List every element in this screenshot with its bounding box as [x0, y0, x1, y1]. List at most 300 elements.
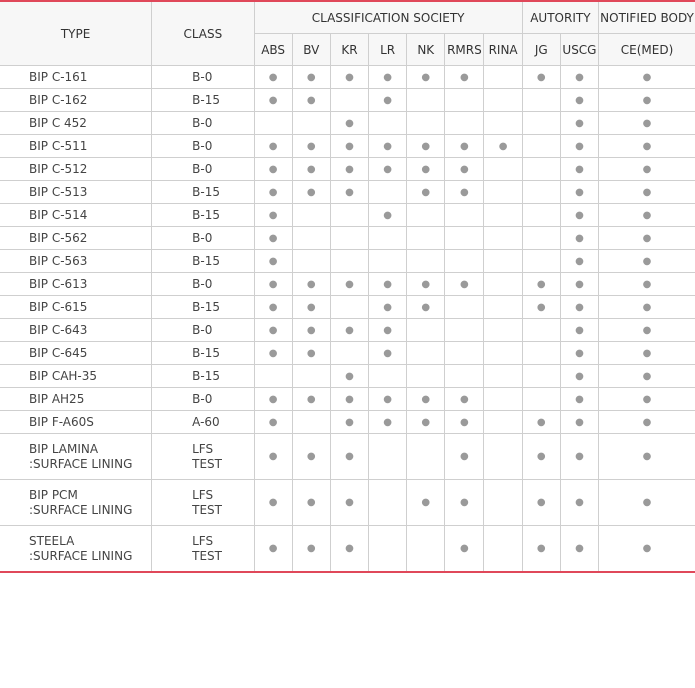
certified-dot-icon: ●	[484, 135, 522, 158]
empty-cell	[407, 250, 445, 273]
empty-cell	[330, 250, 368, 273]
empty-cell	[445, 112, 484, 135]
empty-cell	[369, 181, 407, 204]
type-header: TYPE	[0, 1, 152, 66]
certified-dot-icon: ●	[369, 204, 407, 227]
empty-cell	[407, 526, 445, 573]
certified-dot-icon: ●	[599, 526, 695, 573]
type-cell	[0, 365, 152, 388]
certified-dot-icon: ●	[292, 66, 330, 89]
certified-dot-icon: ●	[599, 365, 695, 388]
col-header-rmrs: RMRS	[445, 34, 484, 66]
type-name: BIP C-645	[29, 345, 88, 360]
class-value: B-15	[192, 184, 220, 199]
type-cell	[0, 273, 152, 296]
certified-dot-icon: ●	[292, 135, 330, 158]
class-value: B-15	[192, 253, 220, 268]
empty-cell	[522, 204, 560, 227]
certified-dot-icon: ●	[599, 227, 695, 250]
certified-dot-icon: ●	[599, 89, 695, 112]
certified-dot-icon: ●	[599, 480, 695, 526]
col-header-rina: RINA	[484, 34, 522, 66]
col-header-nk: NK	[407, 34, 445, 66]
certified-dot-icon: ●	[369, 135, 407, 158]
type-name: BIP C 452	[29, 115, 87, 130]
empty-cell	[522, 319, 560, 342]
certified-dot-icon: ●	[292, 526, 330, 573]
empty-cell	[484, 66, 522, 89]
col-header-kr: KR	[330, 34, 368, 66]
certified-dot-icon: ●	[369, 273, 407, 296]
type-name: BIP C-162	[29, 92, 88, 107]
certified-dot-icon: ●	[522, 434, 560, 480]
table-row	[0, 158, 695, 181]
empty-cell	[407, 342, 445, 365]
empty-cell	[407, 365, 445, 388]
type-cell	[0, 434, 152, 480]
certified-dot-icon: ●	[254, 388, 292, 411]
type-name: BIP C-161	[29, 69, 88, 84]
certified-dot-icon: ●	[522, 411, 560, 434]
certified-dot-icon: ●	[560, 227, 598, 250]
type-cell	[0, 526, 152, 573]
certified-dot-icon: ●	[560, 273, 598, 296]
type-cell	[0, 342, 152, 365]
empty-cell	[484, 365, 522, 388]
type-name: BIP C-615	[29, 299, 88, 314]
certified-dot-icon: ●	[560, 135, 598, 158]
certified-dot-icon: ●	[560, 112, 598, 135]
empty-cell	[369, 480, 407, 526]
certified-dot-icon: ●	[599, 273, 695, 296]
empty-cell	[292, 250, 330, 273]
table-body	[0, 66, 695, 573]
certified-dot-icon: ●	[330, 158, 368, 181]
empty-cell	[330, 296, 368, 319]
type-cell	[0, 112, 152, 135]
certified-dot-icon: ●	[330, 319, 368, 342]
empty-cell	[484, 526, 522, 573]
certified-dot-icon: ●	[330, 480, 368, 526]
class-value: B-0	[192, 138, 213, 153]
empty-cell	[369, 434, 407, 480]
class-cell	[152, 365, 254, 388]
certified-dot-icon: ●	[445, 388, 484, 411]
type-cell	[0, 135, 152, 158]
autority-header: AUTORITY	[522, 1, 598, 34]
certified-dot-icon: ●	[369, 296, 407, 319]
empty-cell	[445, 342, 484, 365]
type-name: BIP F-A60S	[29, 414, 94, 429]
empty-cell	[292, 227, 330, 250]
certified-dot-icon: ●	[560, 480, 598, 526]
empty-cell	[407, 227, 445, 250]
certified-dot-icon: ●	[369, 342, 407, 365]
class-value: LFS	[192, 533, 214, 548]
col-header-lr: LR	[369, 34, 407, 66]
table-row	[0, 204, 695, 227]
certified-dot-icon: ●	[292, 480, 330, 526]
certified-dot-icon: ●	[445, 411, 484, 434]
header-row-groups	[0, 1, 695, 34]
certified-dot-icon: ●	[522, 480, 560, 526]
certified-dot-icon: ●	[522, 66, 560, 89]
certified-dot-icon: ●	[599, 112, 695, 135]
certified-dot-icon: ●	[522, 526, 560, 573]
class-cell	[152, 273, 254, 296]
empty-cell	[522, 135, 560, 158]
certified-dot-icon: ●	[254, 89, 292, 112]
empty-cell	[369, 526, 407, 573]
certified-dot-icon: ●	[254, 480, 292, 526]
type-cell	[0, 204, 152, 227]
certified-dot-icon: ●	[599, 135, 695, 158]
certified-dot-icon: ●	[254, 411, 292, 434]
empty-cell	[445, 89, 484, 112]
col-header-jg: JG	[522, 34, 560, 66]
table-row	[0, 66, 695, 89]
empty-cell	[445, 365, 484, 388]
type-subname: :SURFACE LINING	[29, 548, 133, 563]
certified-dot-icon: ●	[599, 342, 695, 365]
class-cell	[152, 250, 254, 273]
class-cell	[152, 135, 254, 158]
class-cell	[152, 388, 254, 411]
certified-dot-icon: ●	[407, 66, 445, 89]
class-cell	[152, 480, 254, 526]
class-value: B-0	[192, 230, 213, 245]
certified-dot-icon: ●	[599, 388, 695, 411]
type-cell	[0, 89, 152, 112]
table-row	[0, 181, 695, 204]
empty-cell	[484, 112, 522, 135]
empty-cell	[522, 181, 560, 204]
certified-dot-icon: ●	[292, 434, 330, 480]
empty-cell	[254, 112, 292, 135]
empty-cell	[484, 434, 522, 480]
certified-dot-icon: ●	[599, 204, 695, 227]
empty-cell	[407, 89, 445, 112]
certified-dot-icon: ●	[407, 181, 445, 204]
type-name: STEELA	[29, 533, 75, 548]
certified-dot-icon: ●	[445, 434, 484, 480]
certified-dot-icon: ●	[330, 135, 368, 158]
type-name: BIP LAMINA	[29, 441, 99, 456]
certified-dot-icon: ●	[560, 342, 598, 365]
class-value: B-15	[192, 92, 220, 107]
empty-cell	[254, 365, 292, 388]
class-cell	[152, 227, 254, 250]
type-name: BIP C-643	[29, 322, 88, 337]
certified-dot-icon: ●	[445, 158, 484, 181]
empty-cell	[484, 388, 522, 411]
empty-cell	[522, 227, 560, 250]
empty-cell	[484, 273, 522, 296]
type-name: BIP C-514	[29, 207, 88, 222]
certified-dot-icon: ●	[254, 204, 292, 227]
empty-cell	[330, 342, 368, 365]
certified-dot-icon: ●	[599, 319, 695, 342]
certified-dot-icon: ●	[522, 273, 560, 296]
type-name: BIP CAH-35	[29, 368, 98, 383]
certified-dot-icon: ●	[254, 158, 292, 181]
certified-dot-icon: ●	[560, 89, 598, 112]
empty-cell	[369, 365, 407, 388]
class-cell	[152, 204, 254, 227]
class-value: B-0	[192, 322, 213, 337]
class-value: B-0	[192, 161, 213, 176]
class-cell	[152, 319, 254, 342]
empty-cell	[292, 112, 330, 135]
empty-cell	[522, 365, 560, 388]
certified-dot-icon: ●	[330, 273, 368, 296]
certified-dot-icon: ●	[599, 158, 695, 181]
class-cell	[152, 158, 254, 181]
classification-society-header: CLASSIFICATION SOCIETY	[254, 1, 522, 34]
certified-dot-icon: ●	[369, 89, 407, 112]
col-header-bv: BV	[292, 34, 330, 66]
empty-cell	[292, 365, 330, 388]
certified-dot-icon: ●	[522, 296, 560, 319]
certified-dot-icon: ●	[330, 66, 368, 89]
table-row	[0, 227, 695, 250]
certified-dot-icon: ●	[369, 66, 407, 89]
type-cell	[0, 296, 152, 319]
type-cell	[0, 227, 152, 250]
certified-dot-icon: ●	[254, 227, 292, 250]
empty-cell	[484, 296, 522, 319]
class-header: CLASS	[152, 1, 254, 66]
type-name: BIP C-511	[29, 138, 88, 153]
empty-cell	[330, 89, 368, 112]
class-cell	[152, 434, 254, 480]
type-cell	[0, 250, 152, 273]
certified-dot-icon: ●	[560, 411, 598, 434]
class-value: B-0	[192, 276, 213, 291]
type-cell	[0, 66, 152, 89]
col-header-abs: ABS	[254, 34, 292, 66]
type-name: BIP C-513	[29, 184, 88, 199]
certified-dot-icon: ●	[599, 250, 695, 273]
certified-dot-icon: ●	[560, 158, 598, 181]
certified-dot-icon: ●	[560, 434, 598, 480]
certified-dot-icon: ●	[292, 158, 330, 181]
certified-dot-icon: ●	[599, 181, 695, 204]
class-cell	[152, 411, 254, 434]
type-cell	[0, 319, 152, 342]
empty-cell	[330, 227, 368, 250]
empty-cell	[445, 250, 484, 273]
certified-dot-icon: ●	[445, 480, 484, 526]
notified-body-header: NOTIFIED BODY	[599, 1, 695, 34]
class-value: LFS	[192, 441, 214, 456]
certified-dot-icon: ●	[407, 296, 445, 319]
certified-dot-icon: ●	[407, 158, 445, 181]
certified-dot-icon: ●	[560, 66, 598, 89]
table-row	[0, 434, 695, 480]
empty-cell	[522, 158, 560, 181]
type-subname: :SURFACE LINING	[29, 502, 133, 517]
certified-dot-icon: ●	[292, 342, 330, 365]
empty-cell	[445, 204, 484, 227]
table-row	[0, 250, 695, 273]
empty-cell	[445, 319, 484, 342]
empty-cell	[407, 112, 445, 135]
class-cell	[152, 296, 254, 319]
class-value: LFS	[192, 487, 214, 502]
certified-dot-icon: ●	[599, 434, 695, 480]
table-row	[0, 480, 695, 526]
certified-dot-icon: ●	[330, 388, 368, 411]
class-value: B-15	[192, 345, 220, 360]
class-value: B-15	[192, 207, 220, 222]
certified-dot-icon: ●	[254, 342, 292, 365]
class-cell	[152, 181, 254, 204]
empty-cell	[522, 112, 560, 135]
table-row	[0, 89, 695, 112]
class-cell	[152, 526, 254, 573]
certified-dot-icon: ●	[369, 158, 407, 181]
type-name: BIP C-562	[29, 230, 88, 245]
empty-cell	[484, 181, 522, 204]
table-row	[0, 411, 695, 434]
empty-cell	[522, 250, 560, 273]
certified-dot-icon: ●	[560, 296, 598, 319]
certified-dot-icon: ●	[560, 388, 598, 411]
certified-dot-icon: ●	[445, 66, 484, 89]
certified-dot-icon: ●	[292, 296, 330, 319]
table-row	[0, 135, 695, 158]
empty-cell	[407, 319, 445, 342]
certified-dot-icon: ●	[445, 526, 484, 573]
certified-dot-icon: ●	[292, 388, 330, 411]
class-value: B-0	[192, 69, 213, 84]
certified-dot-icon: ●	[407, 388, 445, 411]
table-row	[0, 273, 695, 296]
table-row	[0, 365, 695, 388]
certified-dot-icon: ●	[254, 434, 292, 480]
type-name: BIP PCM	[29, 487, 78, 502]
certified-dot-icon: ●	[330, 181, 368, 204]
empty-cell	[292, 204, 330, 227]
certified-dot-icon: ●	[330, 434, 368, 480]
certified-dot-icon: ●	[560, 526, 598, 573]
certified-dot-icon: ●	[292, 273, 330, 296]
certified-dot-icon: ●	[292, 181, 330, 204]
col-header-uscg: USCG	[560, 34, 598, 66]
certified-dot-icon: ●	[369, 411, 407, 434]
certified-dot-icon: ●	[560, 204, 598, 227]
certified-dot-icon: ●	[445, 273, 484, 296]
type-cell	[0, 181, 152, 204]
class-cell	[152, 89, 254, 112]
certified-dot-icon: ●	[560, 181, 598, 204]
empty-cell	[484, 89, 522, 112]
class-value: B-0	[192, 115, 213, 130]
certified-dot-icon: ●	[254, 135, 292, 158]
certified-dot-icon: ●	[254, 66, 292, 89]
empty-cell	[522, 342, 560, 365]
certified-dot-icon: ●	[560, 319, 598, 342]
certified-dot-icon: ●	[369, 388, 407, 411]
certified-dot-icon: ●	[292, 319, 330, 342]
certified-dot-icon: ●	[254, 273, 292, 296]
class-value: A-60	[192, 414, 220, 429]
empty-cell	[484, 480, 522, 526]
table-row	[0, 296, 695, 319]
empty-cell	[484, 227, 522, 250]
certified-dot-icon: ●	[560, 365, 598, 388]
type-cell	[0, 480, 152, 526]
certified-dot-icon: ●	[407, 411, 445, 434]
certified-dot-icon: ●	[254, 526, 292, 573]
type-cell	[0, 388, 152, 411]
col-header-ce-med: CE(MED)	[599, 34, 695, 66]
empty-cell	[407, 434, 445, 480]
certified-dot-icon: ●	[330, 112, 368, 135]
table-row	[0, 526, 695, 573]
certified-dot-icon: ●	[254, 296, 292, 319]
type-name: BIP C-512	[29, 161, 88, 176]
empty-cell	[330, 204, 368, 227]
empty-cell	[484, 158, 522, 181]
certified-dot-icon: ●	[445, 181, 484, 204]
class-cell	[152, 112, 254, 135]
empty-cell	[484, 411, 522, 434]
certified-dot-icon: ●	[599, 66, 695, 89]
table-row	[0, 319, 695, 342]
certified-dot-icon: ●	[330, 526, 368, 573]
empty-cell	[369, 227, 407, 250]
certified-dot-icon: ●	[599, 411, 695, 434]
table-row	[0, 342, 695, 365]
certified-dot-icon: ●	[254, 250, 292, 273]
class-cell	[152, 342, 254, 365]
certified-dot-icon: ●	[330, 411, 368, 434]
empty-cell	[522, 388, 560, 411]
certified-dot-icon: ●	[369, 319, 407, 342]
certified-dot-icon: ●	[407, 135, 445, 158]
table-row	[0, 388, 695, 411]
empty-cell	[484, 342, 522, 365]
empty-cell	[445, 296, 484, 319]
class-cell	[152, 66, 254, 89]
class-value: B-15	[192, 299, 220, 314]
empty-cell	[484, 204, 522, 227]
type-cell	[0, 158, 152, 181]
empty-cell	[369, 250, 407, 273]
type-name: BIP C-563	[29, 253, 88, 268]
certified-dot-icon: ●	[407, 273, 445, 296]
certified-dot-icon: ●	[599, 296, 695, 319]
empty-cell	[407, 204, 445, 227]
empty-cell	[484, 319, 522, 342]
certified-dot-icon: ●	[445, 135, 484, 158]
certified-dot-icon: ●	[292, 89, 330, 112]
certified-dot-icon: ●	[254, 319, 292, 342]
empty-cell	[522, 89, 560, 112]
class-subvalue: TEST	[192, 502, 222, 517]
empty-cell	[369, 112, 407, 135]
class-subvalue: TEST	[192, 456, 222, 471]
certified-dot-icon: ●	[254, 181, 292, 204]
class-value: B-15	[192, 368, 220, 383]
class-value: B-0	[192, 391, 213, 406]
empty-cell	[445, 227, 484, 250]
class-subvalue: TEST	[192, 548, 222, 563]
type-name: BIP AH25	[29, 391, 85, 406]
certified-dot-icon: ●	[560, 250, 598, 273]
